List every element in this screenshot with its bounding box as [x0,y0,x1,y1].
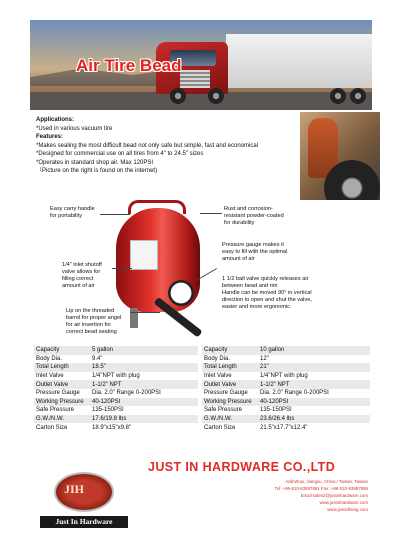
callout-line: amount of air [222,256,255,262]
callout-line: for portability [50,213,83,219]
callout-lip [66,308,121,336]
spec-value: 1/4"NPT with plug [260,373,308,380]
callout-line: Easy carry handle [50,206,95,212]
spec-value: 23.6/26.4 lbs [258,415,370,424]
spec-label: Inlet Valve [36,373,64,380]
spec-label: Capacity [34,346,90,355]
worker-photo [300,112,380,200]
callout-inlet [62,262,102,290]
spec-value: 1-1/2" NPT [90,380,198,389]
features-heading: Features: [36,134,64,140]
application-item: *Used in various vacuum tire [36,125,113,132]
callout-rust [224,206,284,227]
company-website[interactable]: www.justinfitting.com [327,507,368,512]
callout-line: 1/4" inlet shutoff [62,262,102,268]
spec-label: Safe Pressure [36,407,75,414]
spec-value: 9.4" [92,355,103,362]
spec-value: 17.6/19.8 lbs [90,415,198,424]
spec-value: 21.5"x17.7"x12.4" [260,424,308,431]
table-row [202,389,370,398]
table-row [202,423,370,432]
spec-label: Carton Size [204,424,236,431]
callout-line: Handle can be moved 90° in vertical [222,290,312,296]
spec-value: 21" [258,363,370,372]
spec-label: Total Length [34,363,90,372]
company-contact [275,478,369,513]
table-row [34,389,198,398]
spec-label: Capacity [202,346,258,355]
spec-value: 1/4"NPT with plug [92,373,140,380]
table-row [202,415,370,424]
spec-label: G.W./N.W. [34,415,90,424]
spec-table-5-gallon [34,346,198,432]
callout-gauge [222,242,287,263]
spec-value: 135-150PSI [92,407,124,414]
pressure-gauge-icon [168,280,194,306]
table-row [34,355,198,364]
callout-line: Pressure gauge makes it [222,242,284,248]
spec-label: Outlet Valve [34,380,90,389]
callout-line: Rust and corrosion- [224,206,273,212]
callout-line: resistant powder-coated [224,213,284,219]
company-address: Add:Wuxi, Jiangsu, China / Tainan, Taiwan [285,479,368,484]
company-phone: Tel: +86-510-83897891 Fax: +86-510-83897895 [274,486,368,491]
table-row [34,406,198,415]
table-row [34,363,198,372]
table-row [202,380,370,389]
callout-line: direction to open and shut the valve, [222,297,312,303]
table-row [202,406,370,415]
table-row [34,346,198,355]
spec-value: 18.5" [90,363,198,372]
feature-item: *Makes sealing the most difficult bead not only safe but simple, fast and economical [36,142,259,149]
table-row [34,372,198,381]
spec-value: 12" [260,355,269,362]
company-logo [40,468,128,530]
spec-value: 40-120PSI [90,398,198,407]
table-row [202,346,370,355]
spec-label: Working Pressure [34,398,90,407]
callout-line: for durability [224,220,255,226]
spec-label: Outlet Valve [202,380,258,389]
spec-label: Pressure Gauge [36,390,80,397]
header-banner [30,20,372,110]
logo-mark: JIH [64,482,85,496]
spec-table-10-gallon [202,346,370,432]
table-row [202,355,370,364]
spec-value: Dia. 2.0" Range 0-200PSI [92,390,161,397]
callout-line: correct bead seating [66,329,117,335]
spec-value: 40-120PSI [258,398,370,407]
spec-label: Total Length [202,363,258,372]
feature-item: *Designed for commercial use on all tires from 4" to 24.5" sizes [36,151,204,157]
callout-line: valve allows for [62,269,101,275]
callout-line: easy to fill with the optimal [222,249,288,255]
table-row [202,398,370,407]
spec-value: 1-1/2" NPT [258,380,370,389]
callout-line: 1 1/2 ball valve quickly releases air [222,276,309,282]
spec-label: Pressure Gauge [204,390,248,397]
spec-label: Safe Pressure [204,407,243,414]
spec-label: G.W./N.W. [202,415,258,424]
company-name: JUST IN HARDWARE CO.,LTD [148,460,336,474]
spec-label: Body Dia. [36,355,63,362]
spec-value: 18.9"x15"x9.8" [92,424,132,431]
table-row [202,363,370,372]
truck-trailer-image [226,34,372,88]
spec-value: 135-150PSI [260,407,292,414]
feature-list [36,116,306,176]
callout-line: between bead and rim [222,283,278,289]
page-title: Air Tire Bead [76,56,182,75]
callout-line: filling correct [62,276,94,282]
air-tank-illustration [110,200,202,340]
company-website[interactable]: www.justinhardware.com [319,500,368,505]
logo-tagline: Just In Hardware [40,516,128,528]
applications-heading: Applications: [36,117,75,123]
spec-label: Inlet Valve [204,373,232,380]
table-row [34,423,198,432]
callout-ball-valve [222,276,312,311]
callout-line: Lip on the threaded [66,308,115,314]
callout-line: for air insertion for [66,322,112,328]
feature-item: *Operates in standard shop air. Max 120PSI [36,159,154,166]
spec-label: Working Pressure [202,398,258,407]
table-row [202,372,370,381]
table-row [34,398,198,407]
company-email[interactable]: Email:sales2@justinhardware.com [300,493,368,498]
table-row [34,415,198,424]
spec-value: Dia. 2.0" Range 0-200PSI [260,390,329,397]
feature-note: （Picture on the right is found on the internet) [36,168,158,174]
callout-line: amount of air [62,283,95,289]
spec-label: Carton Size [36,424,68,431]
callout-line: easier and more ergonomic [222,304,291,310]
spec-value: 10 gallon [258,346,370,355]
callout-line: barrel for proper angel [66,315,122,321]
callout-carry-handle [50,206,95,220]
table-row [34,380,198,389]
spec-label: Body Dia. [204,355,231,362]
spec-value: 5 gallon [90,346,198,355]
